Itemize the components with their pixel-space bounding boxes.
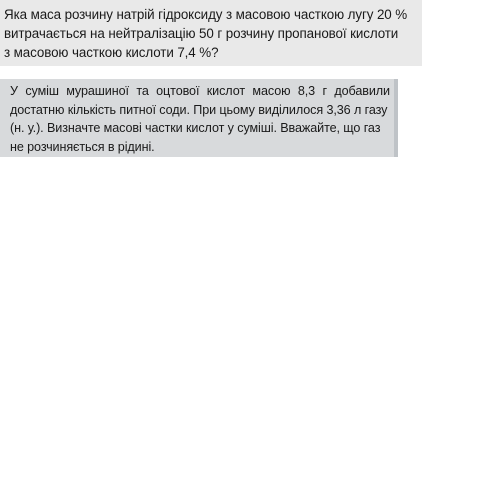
problem-2-word: 8,3 (297, 84, 316, 98)
problem-2-word: та (136, 84, 149, 98)
problem-2-word: мурашиної (66, 84, 129, 98)
problem-2-line-1 (10, 82, 390, 101)
problem-2-word: добавили (334, 84, 390, 98)
problem-2-word: оцтової (156, 84, 200, 98)
problem-2-line-2: достатню кількість питної соди. При цьому виділилося 3,36 л газу (10, 102, 388, 117)
problem-2-word: г (322, 84, 327, 98)
problem-2-line-3: (н. у.). Визначте масові частки кислот у суміші. Вважайте, що газ (10, 121, 381, 135)
problem-2-word: суміш (25, 84, 59, 98)
problem-2-line-4: не розчиняється в рідині. (10, 139, 155, 154)
problem-2-text-block (0, 79, 398, 157)
problem-2-word: У (10, 84, 18, 98)
problem-2-word: масою (252, 84, 291, 98)
problem-1-line-3: з масовою часткою кислоти 7,4 %? (4, 45, 219, 60)
problem-2-word: кислот (206, 84, 245, 98)
problem-1-line-1: Яка маса розчину натрій гідроксиду з масовою часткою лугу 20 % (4, 7, 408, 22)
problem-1-line-2: витрачається на нейтралізацію 50 г розчину пропанової кислоти (4, 26, 399, 41)
problem-1-text-block (0, 0, 422, 66)
